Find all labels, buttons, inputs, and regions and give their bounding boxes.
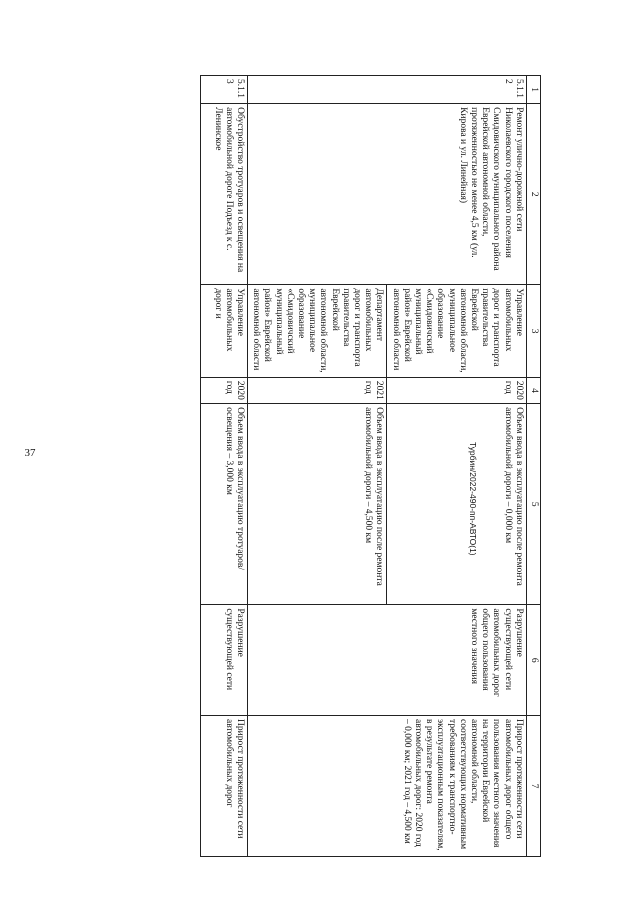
document-id: Турбин/2022-490-пп-АВТО(1) bbox=[468, 442, 478, 556]
col-header-2: 2 bbox=[526, 104, 540, 285]
rotated-page bbox=[65, 75, 541, 857]
col-header-7: 7 bbox=[526, 716, 540, 857]
page-number: 37 bbox=[24, 447, 36, 459]
indicator-cell: Прирост протяженности сети автомобильных дорог bbox=[200, 716, 247, 857]
executor-cell: Департамент автомобильных дорог и транспорта правительства Еврейской автономной области, муниципальное образование «Смидовичский муниципальный район» Еврейской автономной области bbox=[247, 285, 386, 378]
executor-cell: Управление автомобильных дорог и bbox=[200, 285, 247, 378]
col-header-3: 3 bbox=[526, 285, 540, 378]
year-cell: 2021 год bbox=[247, 377, 386, 403]
result-cell: Объем ввода в эксплуатацию тротуаров/освещения – 3,000 км bbox=[200, 404, 247, 605]
col-header-1: 1 bbox=[526, 76, 540, 104]
measure-name: Обустройство тротуаров и освещения на автомобильной дороге Подъезд к с. Ленинское bbox=[200, 104, 247, 285]
year-cell: 2020 год bbox=[200, 377, 247, 403]
result-cell: Объем ввода в эксплуатацию после ремонта автомобильной дороги – 4,500 км bbox=[247, 404, 386, 605]
result-cell: Объем ввода в эксплуатацию после ремонта автомобильной дороги – 0,000 км bbox=[387, 404, 526, 605]
measure-name: Ремонт улично-дорожной сети Николаевского городского поселения Смидовичского муниципального района Еврейской автономной области, протяженностью не менее 4,5 км (ул. Кирова и ул. Линейная) bbox=[247, 104, 526, 285]
year-cell: 2020 год bbox=[387, 377, 526, 403]
landscape-sheet bbox=[65, 75, 541, 857]
consequence-cell: Разрушение существующей сети автомобильных дорог общего пользования местного значения bbox=[247, 605, 526, 716]
col-header-4: 4 bbox=[526, 377, 540, 403]
table-row bbox=[200, 76, 247, 857]
table-row bbox=[387, 76, 526, 857]
header-row bbox=[526, 76, 540, 857]
consequence-cell: Разрушение существующей сети bbox=[200, 605, 247, 716]
row-number: 5.1.12 bbox=[247, 76, 526, 104]
col-header-5: 5 bbox=[526, 404, 540, 605]
col-header-6: 6 bbox=[526, 605, 540, 716]
indicator-cell: Прирост протяженности сети автомобильных дорог общего пользования местного значения на территории Еврейской автономной области, соответствующих нормативным требованиям к транспортно-эксплуатационным показателям, в результате ремонта автомобильных дорог: 2020 год – 0,000 км; 2021 год – 4,500 км bbox=[247, 716, 526, 857]
row-number: 5.1.13 bbox=[200, 76, 247, 104]
measures-table bbox=[200, 75, 541, 857]
executor-cell: Управление автомобильных дорог и транспорта правительства Еврейской автономной области, муниципальное образование «Смидовичский муниципальный район» Еврейской автономной области bbox=[387, 285, 526, 378]
